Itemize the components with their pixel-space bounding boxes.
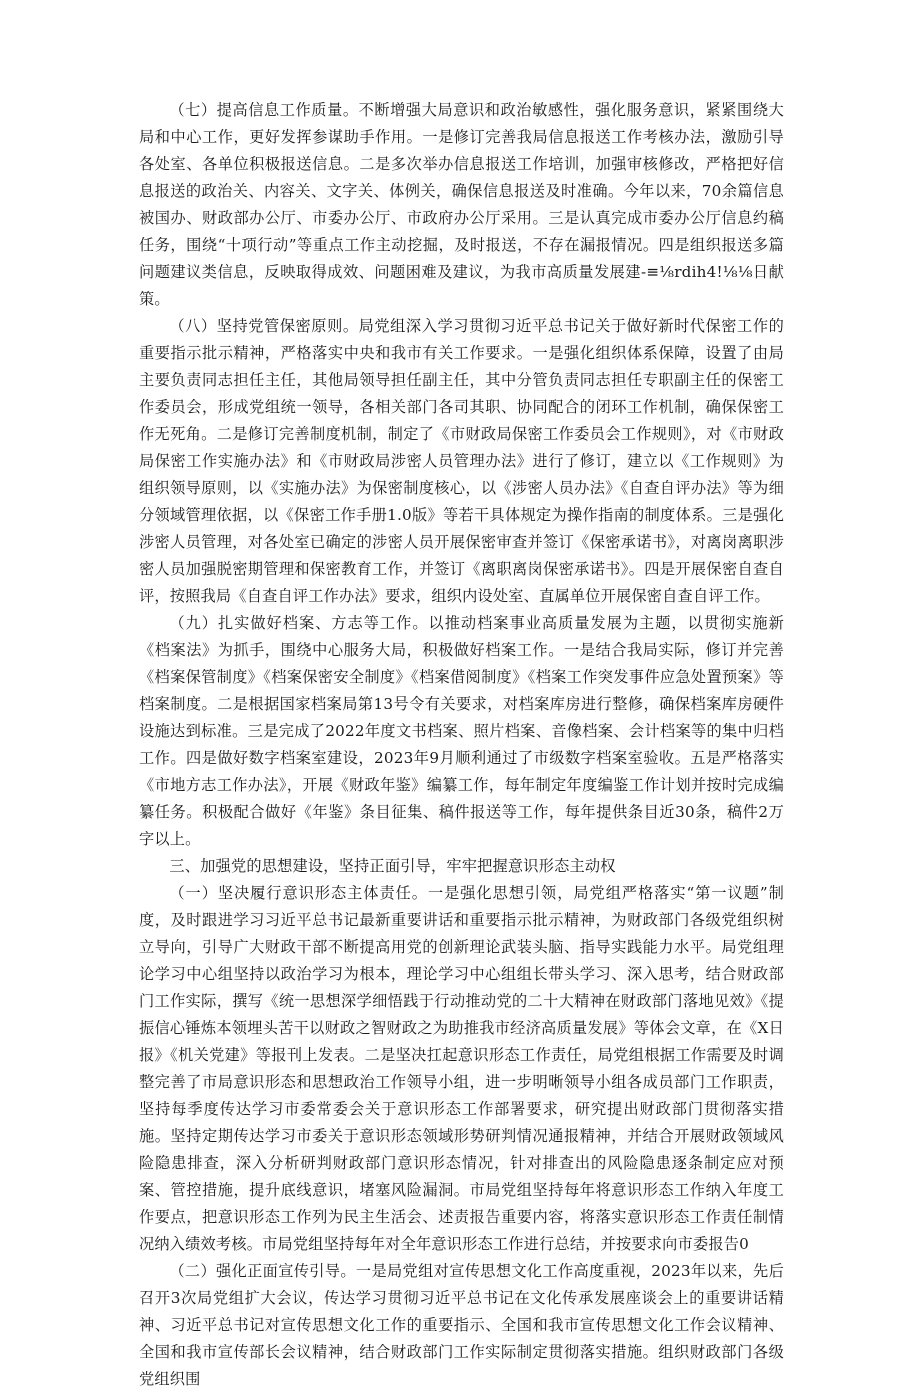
paragraph-archives: （九）扎实做好档案、方志等工作。以推动档案事业高质量发展为主题，以贯彻实施新《档案法》为抓手，围绕中心服务大局，积极做好档案工作。一是结合我局实际，修订并完善《档案保管制度》《档案保密安全制度》《档案借阅制度》《档案工作突发事件应急处置预案》等档案制度。二是根据国家档案局第13号令有关要求，对档案库房进行整修，确保档案库房硬件设施达到标准。三是完成了2022年度文书档案、照片档案、音像档案、会计档案等的集中归档工作。四是做好数字档案室建设，2023年9月顺利通过了市级数字档案室验收。五是严格落实《市地方志工作办法》，开展《财政年鉴》编纂工作，每年制定年度编鉴工作计划并按时完成编纂任务。积极配合做好《年鉴》条目征集、稿件报送等工作，每年提供条目近30条，稿件2万字以上。 bbox=[139, 614, 784, 848]
paragraph-confidentiality: （八）坚持党管保密原则。局党组深入学习贯彻习近平总书记关于做好新时代保密工作的重要指示批示精神，严格落实中央和我市有关工作要求。一是强化组织体系保障，设置了由局主要负责同志担任主任，其他局领导担任副主任，其中分管负责同志担任专职副主任的保密工作委员会，形成党组统一领导，各相关部门各司其职、协同配合的闭环工作机制，确保保密工作无死角。二是修订完善制度机制，制定了《市财政局保密工作委员会工作规则》，对《市财政局保密工作实施办法》和《市财政局涉密人员管理办法》进行了修订，建立以《工作规则》为组织领导原则，以《实施办法》为保密制度核心，以《涉密人员办法》《自查自评办法》等为细分领域管理依据，以《保密工作手册1.0版》等若干具体规定为操作指南的制度体系。三是强化涉密人员管理，对各处室已确定的涉密人员开展保密审查并签订《保密承诺书》，对离岗离职涉密人员加强脱密期管理和保密教育工作，并签订《离职离岗保密承诺书》。四是开展保密自查自评，按照我局《自查自评工作办法》要求，组织内设处室、直属单位开展保密自查自评工作。 bbox=[139, 317, 784, 605]
paragraph-information-work: （七）提高信息工作质量。不断增强大局意识和政治敏感性，强化服务意识，紧紧围绕大局和中心工作，更好发挥参谋助手作用。一是修订完善我局信息报送工作考核办法，激励引导各处室、各单位积极报送信息。二是多次举办信息报送工作培训，加强审核修改，严格把好信息报送的政治关、内容关、文字关、体例关，确保信息报送及时准确。今年以来，70余篇信息被国办、财政部办公厅、市委办公厅、市政府办公厅采用。三是认真完成市委办公厅信息约稿任务，围绕“十项行动”等重点工作主动挖掘，及时报送，不存在漏报情况。四是组织报送多篇问题建议类信息，反映取得成效、问题困难及建议，为我市高质量发展建-≡⅛rdih4!⅛⅛日献策。 bbox=[139, 101, 784, 308]
document-page bbox=[139, 97, 784, 1393]
paragraph-ideology-responsibility: （一）坚决履行意识形态主体责任。一是强化思想引领，局党组严格落实“第一议题”制度，及时跟进学习习近平总书记最新重要讲话和重要指示批示精神，为财政部门各级党组织树立导向，引导广大财政干部不断提高用党的创新理论武装头脑、指导实践能力水平。局党组理论学习中心组坚持以政治学习为根本，理论学习中心组组长带头学习、深入思考，结合财政部门工作实际，撰写《统一思想深学细悟践于行动推动党的二十大精神在财政部门落地见效》《提振信心锤炼本领埋头苦干以财政之智财政之为助推我市经济高质量发展》等体会文章，在《X日报》《机关党建》等报刊上发表。二是坚决扛起意识形态工作责任，局党组根据工作需要及时调整完善了市局意识形态和思想政治工作领导小组，进一步明晰领导小组各成员部门工作职责，坚持每季度传达学习市委常委会关于意识形态工作部署要求，研究提出财政部门贯彻落实措施。坚持定期传达学习市委关于意识形态领域形势研判情况通报精神，并结合开展财政领域风险隐患排查，深入分析研判财政部门意识形态情况，针对排查出的风险隐患逐条制定应对预案、管控措施，提升底线意识，堵塞风险漏洞。市局党组坚持每年将意识形态工作纳入年度工作要点，把意识形态工作列为民主生活会、述责报告重要内容，将落实意识形态工作责任制情况纳入绩效考核。市局党组坚持每年对全年意识形态工作进行总结，并按要求向市委报告0 bbox=[139, 884, 784, 1253]
section-heading-ideology: 三、加强党的思想建设，坚持正面引导，牢牢把握意识形态主动权 bbox=[169, 857, 616, 875]
paragraph-positive-publicity: （二）强化正面宣传引导。一是局党组对宣传思想文化工作高度重视，2023年以来，先后召开3次局党组扩大会议，传达学习贯彻习近平总书记在文化传承发展座谈会上的重要讲话精神、习近平总书记对宣传思想文化工作的重要指示、全国和我市宣传思想文化工作会议精神、全国和我市宣传部长会议精神，结合财政部门工作实际制定贯彻落实措施。组织财政部门各级党组织围 bbox=[139, 1262, 784, 1388]
